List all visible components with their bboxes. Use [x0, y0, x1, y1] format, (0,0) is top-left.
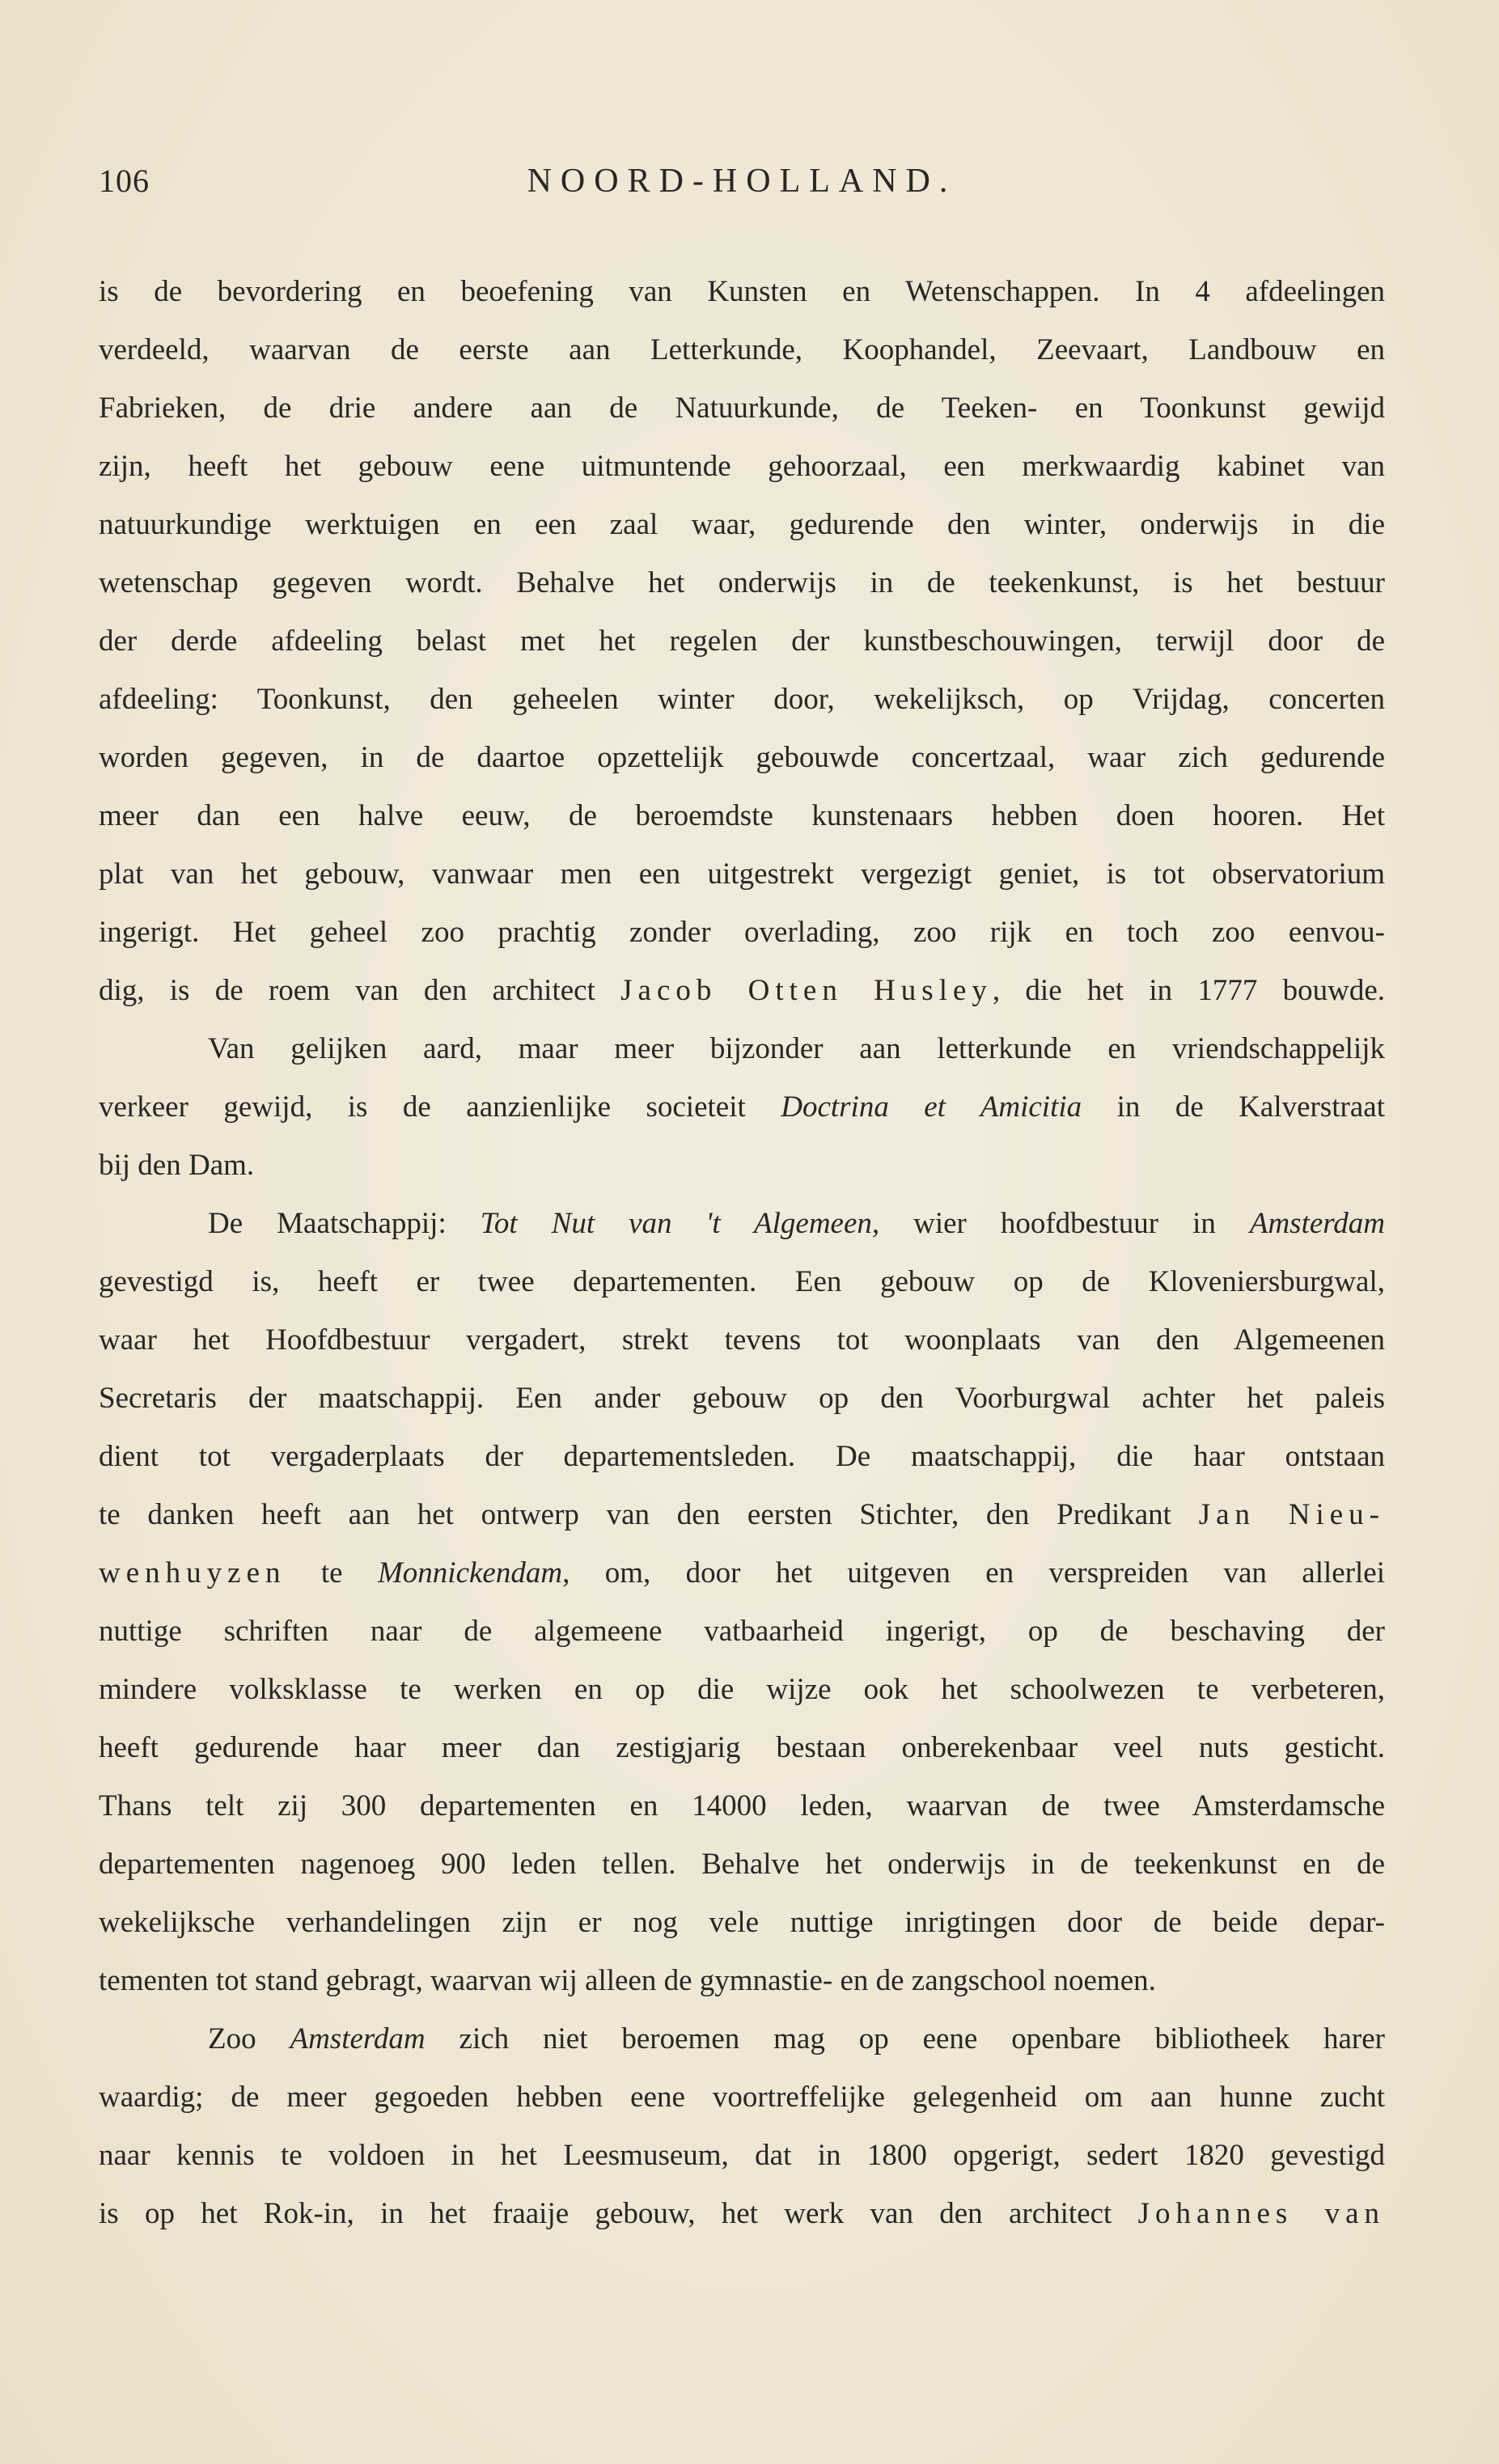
place-name: Amsterdam — [290, 2022, 426, 2055]
text-line — [99, 962, 1385, 1020]
text-line — [99, 1486, 1385, 1544]
text-line: Fabrieken, de drie andere aan de Natuurkunde, de Teeken- en Toonkunst gewijd — [99, 392, 1385, 425]
text-line: zijn, heeft het gebouw eene uitmuntende gehoorzaal, een merkwaardig kabinet van — [99, 450, 1385, 483]
line-segment: dig, is de roem van den architect — [99, 974, 621, 1007]
line-segment: in de Kalverstraat — [1082, 1090, 1385, 1124]
text-line: meer dan een halve eeuw, de beroemdste kunstenaars hebben doen hooren. Het — [99, 799, 1385, 832]
text-line: Thans telt zij 300 departementen en 14000 leden, waarvan de twee Amsterdamsche — [99, 1789, 1385, 1823]
text-line: tementen tot stand gebragt, waarvan wij alleen de gymnastie- en de zangschool noemen. — [99, 1964, 1156, 1997]
text-line: departementen nagenoeg 900 leden tellen. Behalve het onderwijs in de teekenkunst en de — [99, 1848, 1385, 1881]
line-segment: De Maatschappij: — [208, 1207, 481, 1240]
page-number: 106 — [99, 163, 150, 199]
text-line: heeft gedurende haar meer dan zestigjarig bestaan onberekenbaar veel nuts gesticht. — [99, 1731, 1385, 1764]
architect-name: Johannes van — [1137, 2197, 1385, 2230]
text-line: der derde afdeeling belast met het regelen der kunstbeschouwingen, terwijl door de — [99, 624, 1385, 658]
text-line: bij den Dam. — [99, 1149, 255, 1182]
text-line: gevestigd is, heeft er twee departementen. Een gebouw op de Kloveniersburgwal, — [99, 1265, 1385, 1298]
line-segment: Zoo — [208, 2022, 290, 2055]
line-segment: wier hoofdbestuur in — [879, 1207, 1250, 1240]
body-text — [99, 263, 1385, 2243]
text-line: Secretaris der maatschappij. Een ander gebouw op den Voorburgwal achter het paleis — [99, 1382, 1385, 1415]
text-line: dient tot vergaderplaats der departementsleden. De maatschappij, die haar ontstaan — [99, 1440, 1385, 1473]
text-line: nuttige schriften naar de algemeene vatbaarheid ingerigt, op de beschaving der — [99, 1615, 1385, 1648]
text-line: ingerigt. Het geheel zoo prachtig zonder overlading, zoo rijk en toch zoo eenvou- — [99, 916, 1385, 949]
text-line — [99, 1195, 1385, 1253]
text-line — [99, 2185, 1385, 2243]
line-segment: is op het Rok-in, in het fraaije gebouw, het werk van den architect — [99, 2197, 1138, 2230]
person-name: Jan Nieu- — [1198, 1498, 1385, 1531]
line-segment: verkeer gewijd, is de aanzienlijke societeit — [99, 1090, 781, 1124]
text-line: waar het Hoofdbestuur vergadert, strekt tevens tot woonplaats van den Algemeenen — [99, 1323, 1385, 1357]
society-name: Tot Nut van 't Algemeen, — [480, 1207, 880, 1240]
line-segment: , die het in 1777 bouwde. — [992, 974, 1385, 1007]
text-line: mindere volksklasse te werken en op die wijze ook het schoolwezen te verbeteren, — [99, 1673, 1385, 1706]
person-name: wenhuyzen — [99, 1556, 286, 1590]
text-line: is de bevordering en beoefening van Kunsten en Wetenschappen. In 4 afdeelingen — [99, 275, 1385, 308]
line-segment: te — [286, 1556, 378, 1590]
line-segment: , om, door het uitgeven en verspreiden van allerlei — [562, 1556, 1385, 1590]
place-name: Amsterdam — [1249, 1207, 1385, 1240]
text-line: verdeeld, waarvan de eerste aan Letterkunde, Koophandel, Zeevaart, Landbouw en — [99, 333, 1385, 366]
text-line — [99, 2010, 1385, 2068]
text-line — [99, 1078, 1385, 1137]
text-line: waardig; de meer gegoeden hebben eene voortreffelijke gelegenheid om aan hunne zucht — [99, 2081, 1385, 2114]
text-line: natuurkundige werktuigen en een zaal waar, gedurende den winter, onderwijs in die — [99, 508, 1385, 541]
text-line — [99, 1544, 1385, 1602]
text-line: wekelijksche verhandelingen zijn er nog vele nuttige inrigtingen door de beide depar- — [99, 1906, 1385, 1939]
text-line: plat van het gebouw, vanwaar men een uitgestrekt vergezigt geniet, is tot observatorium — [99, 857, 1385, 891]
running-title: NOORD-HOLLAND. — [527, 163, 957, 200]
place-name: Monnickendam — [377, 1556, 563, 1590]
text-line: afdeeling: Toonkunst, den geheelen winter door, wekelijksch, op Vrijdag, concerten — [99, 683, 1385, 716]
text-line: Van gelijken aard, maar meer bijzonder aan letterkunde en vriendschappelijk — [208, 1032, 1385, 1065]
text-line: wetenschap gegeven wordt. Behalve het onderwijs in de teekenkunst, is het bestuur — [99, 566, 1385, 599]
architect-name: Jacob Otten Husley — [620, 974, 993, 1007]
society-name: Doctrina et Amicitia — [781, 1090, 1082, 1124]
text-line: naar kennis te voldoen in het Leesmuseum, dat in 1800 opgerigt, sedert 1820 gevestigd — [99, 2139, 1385, 2172]
text-line: worden gegeven, in de daartoe opzettelijk gebouwde concertzaal, waar zich gedurende — [99, 741, 1385, 774]
page-header — [99, 162, 1385, 218]
line-segment: te danken heeft aan het ontwerp van den eersten Stichter, den Predikant — [99, 1498, 1199, 1531]
line-segment: zich niet beroemen mag op eene openbare bibliotheek harer — [425, 2022, 1385, 2055]
